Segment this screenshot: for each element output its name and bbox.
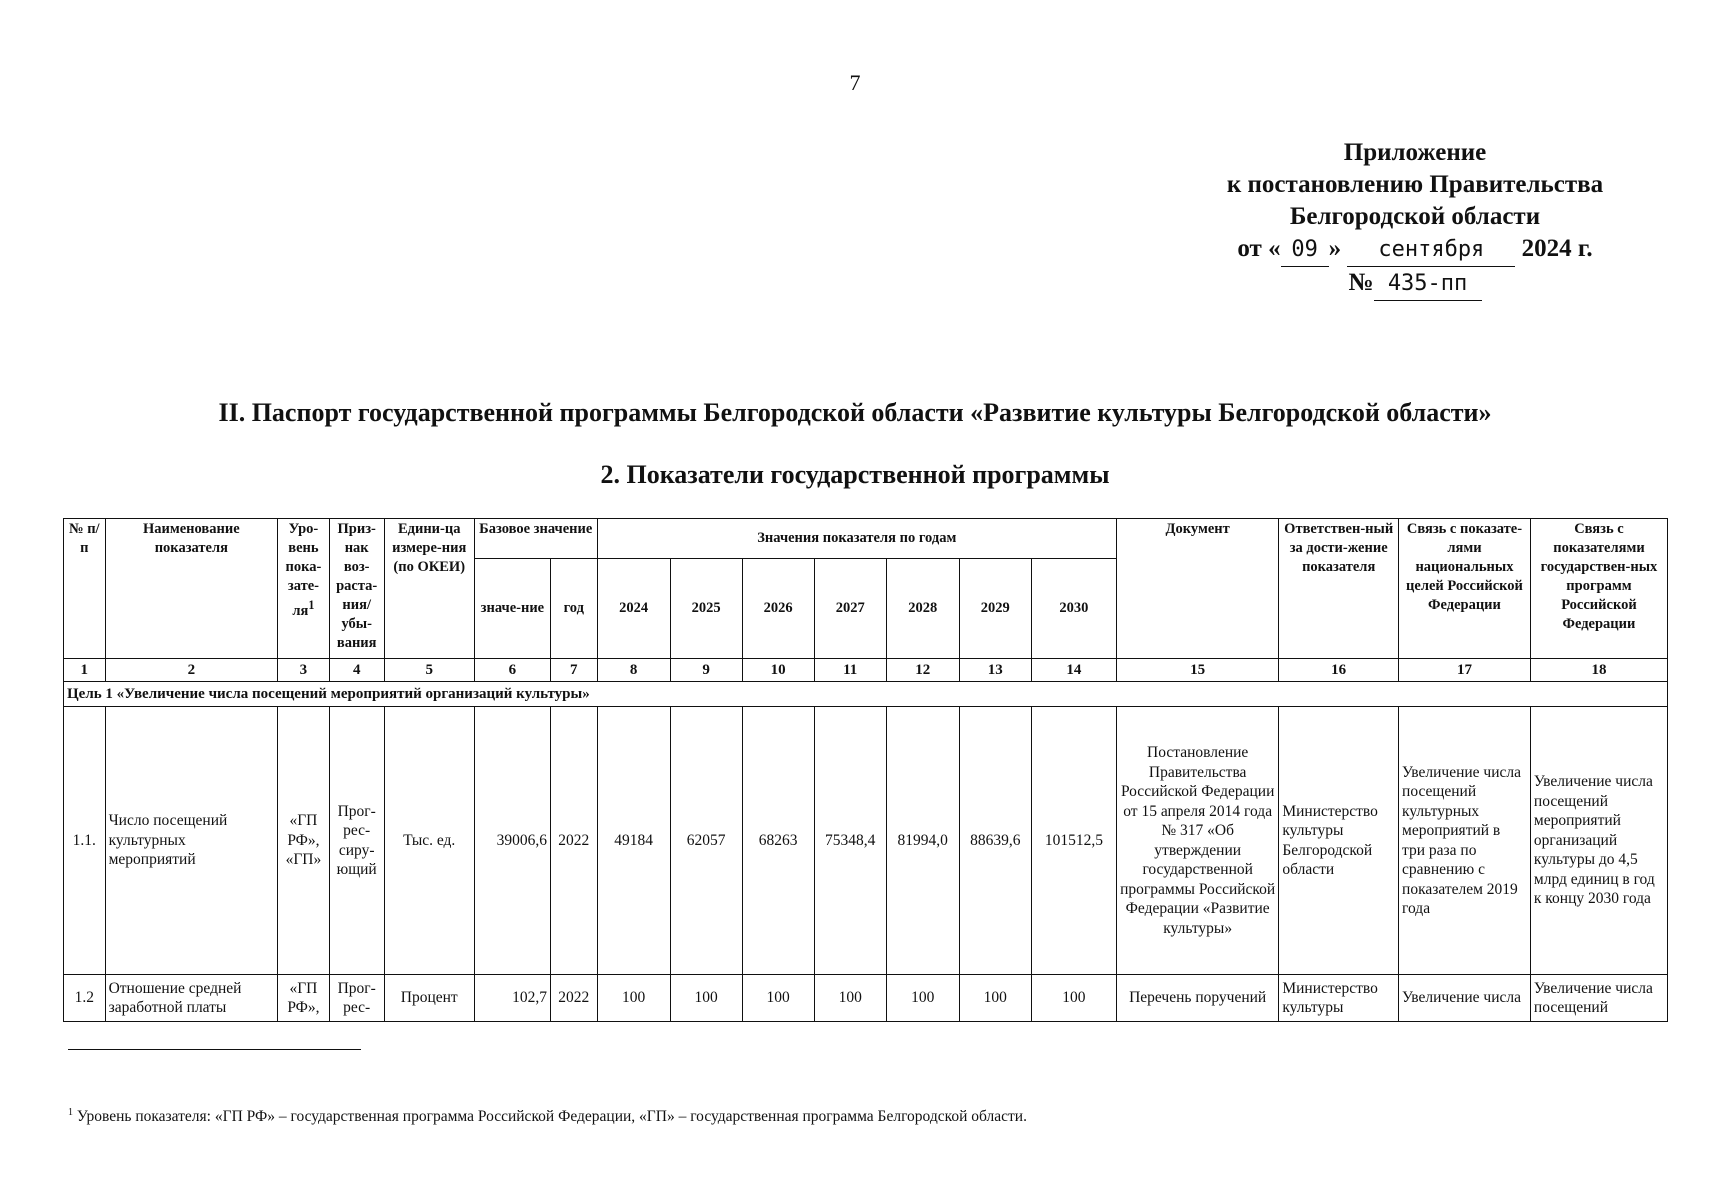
base-value: 102,7	[474, 975, 550, 1022]
subsection-title: 2. Показатели государственной программы	[600, 460, 1110, 489]
year-value: 68263	[742, 707, 814, 975]
column-number: 18	[1530, 659, 1667, 682]
indicator-unit: Тыс. ед.	[384, 707, 474, 975]
year-value: 100	[886, 975, 959, 1022]
column-number: 4	[329, 659, 384, 682]
column-number: 17	[1399, 659, 1531, 682]
header-base-value: значе-ние	[474, 559, 550, 659]
document-number: 435-пп	[1374, 268, 1482, 301]
footnote	[68, 1107, 1027, 1126]
header-base-year: год	[550, 559, 597, 659]
page-number: 7	[849, 70, 861, 95]
header-year: 2028	[886, 559, 959, 659]
year-value: 101512,5	[1031, 707, 1116, 975]
header-base: Базовое значение	[474, 519, 597, 559]
footnote-number: 1	[68, 1107, 73, 1118]
header-year: 2024	[597, 559, 670, 659]
header-link-programs: Связь с показателями государствен-ных программ Российской Федерации	[1530, 519, 1667, 659]
column-number: 12	[886, 659, 959, 682]
year-value: 100	[814, 975, 886, 1022]
year-value: 81994,0	[886, 707, 959, 975]
year-value: 88639,6	[959, 707, 1031, 975]
appendix-title: Приложение	[1343, 139, 1487, 166]
column-number: 2	[105, 659, 277, 682]
footnote-text: Уровень показателя: «ГП РФ» – государственная программа Российской Федерации, «ГП» – государственная программа Белгородской области.	[73, 1108, 1027, 1126]
header-by-years: Значения показателя по годам	[597, 519, 1116, 559]
header-responsible: Ответствен-ный за дости-жение показателя	[1279, 519, 1399, 659]
year-value: 100	[959, 975, 1031, 1022]
column-number: 11	[814, 659, 886, 682]
link-programs: Увеличение числа посещений	[1530, 975, 1667, 1022]
year-value: 75348,4	[814, 707, 886, 975]
header-year: 2026	[742, 559, 814, 659]
base-value: 39006,6	[474, 707, 550, 975]
column-number: 10	[742, 659, 814, 682]
year-value: 100	[670, 975, 742, 1022]
header-name: Наименование показателя	[105, 519, 277, 659]
date-year: 2024 г.	[1521, 235, 1593, 262]
header-num: № п/п	[64, 519, 106, 659]
indicator-name: Число посещений культурных мероприятий	[105, 707, 277, 975]
header-level: Уро-вень пока-$зате-ля^1$	[278, 519, 330, 659]
indicator-level: «ГП РФ»,	[278, 975, 330, 1022]
column-number: 9	[670, 659, 742, 682]
goal-row	[64, 682, 1668, 707]
date-quote-close: »	[1328, 235, 1342, 262]
column-number: 1	[64, 659, 106, 682]
link-national: Увеличение числа посещений культурных мероприятий в три раза по сравнению с показателем 2019 года	[1399, 707, 1531, 975]
appendix-date	[1195, 233, 1635, 267]
column-number: 14	[1031, 659, 1116, 682]
header-year: 2030	[1031, 559, 1116, 659]
column-number: 6	[474, 659, 550, 682]
indicator-unit: Процент	[384, 975, 474, 1022]
indicator-trend: Прог-рес-	[329, 975, 384, 1022]
responsible: Министерство культуры	[1279, 975, 1399, 1022]
header-year: 2027	[814, 559, 886, 659]
header-document: Документ	[1117, 519, 1279, 659]
header-link-national: Связь с показате-лями национальных целей Российской Федерации	[1399, 519, 1531, 659]
column-numbers-row	[64, 659, 1668, 682]
column-number: 3	[278, 659, 330, 682]
table-row	[64, 975, 1668, 1022]
appendix-block	[1195, 137, 1635, 301]
date-day: 09	[1281, 234, 1329, 267]
year-value: 49184	[597, 707, 670, 975]
section-title: II. Паспорт государственной программы Белгородской области «Развитие культуры Белгородской области»	[218, 398, 1492, 427]
header-year: 2025	[670, 559, 742, 659]
column-number: 13	[959, 659, 1031, 682]
header-year: 2029	[959, 559, 1031, 659]
base-year: 2022	[550, 707, 597, 975]
column-number: 5	[384, 659, 474, 682]
year-value: 100	[597, 975, 670, 1022]
header-trend: Приз-нак воз-раста-ния/ убы-вания	[329, 519, 384, 659]
document: Перечень поручений	[1117, 975, 1279, 1022]
link-national: Увеличение числа	[1399, 975, 1531, 1022]
indicators-table	[63, 518, 1668, 1022]
appendix-number	[1195, 267, 1635, 301]
column-number: 7	[550, 659, 597, 682]
date-prefix: от «	[1237, 235, 1281, 262]
header-unit: Едини-ца измере-ния (по ОКЕИ)	[384, 519, 474, 659]
table-row	[64, 707, 1668, 975]
column-number: 8	[597, 659, 670, 682]
year-value: 100	[742, 975, 814, 1022]
indicator-name: Отношение средней заработной платы	[105, 975, 277, 1022]
row-num: 1.1.	[64, 707, 106, 975]
footnote-mark: 1	[308, 598, 315, 612]
indicator-trend: Прог-рес-сиру-ющий	[329, 707, 384, 975]
row-num: 1.2	[64, 975, 106, 1022]
indicator-level: «ГП РФ», «ГП»	[278, 707, 330, 975]
appendix-line-3: Белгородской области	[1289, 203, 1541, 230]
footnote-divider	[68, 1049, 361, 1050]
link-programs: Увеличение числа посещений мероприятий организаций культуры до 4,5 млрд единиц в год к концу 2030 года	[1530, 707, 1667, 975]
date-month: сентября	[1347, 234, 1515, 267]
number-prefix: №	[1348, 269, 1374, 296]
base-year: 2022	[550, 975, 597, 1022]
column-number: 15	[1117, 659, 1279, 682]
goal-title: Цель 1 «Увеличение числа посещений мероприятий организаций культуры»	[64, 682, 1668, 707]
responsible: Министерство культуры Белгородской области	[1279, 707, 1399, 975]
appendix-line-2: к постановлению Правительства	[1226, 171, 1604, 198]
year-value: 62057	[670, 707, 742, 975]
document: Постановление Правительства Российской Федерации от 15 апреля 2014 года № 317 «Об утверждении государственной программы Российской Федерации «Развитие культуры»	[1117, 707, 1279, 975]
year-value: 100	[1031, 975, 1116, 1022]
column-number: 16	[1279, 659, 1399, 682]
